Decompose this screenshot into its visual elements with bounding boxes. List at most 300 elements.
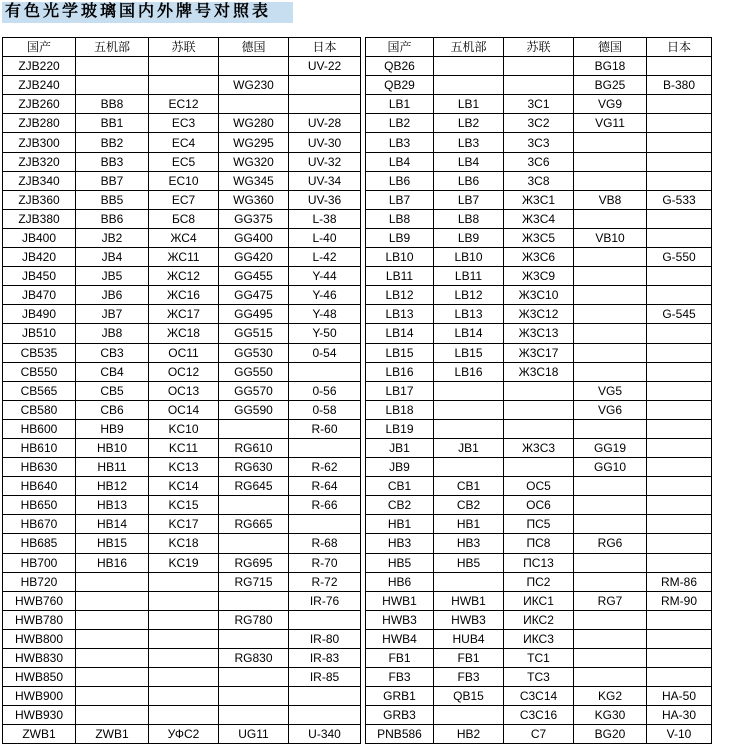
table-cell: OC5 <box>504 477 574 496</box>
table-cell: HB3 <box>434 534 504 553</box>
table-cell <box>289 362 361 381</box>
table-cell: UV-36 <box>289 190 361 209</box>
table-cell: RG780 <box>219 610 289 629</box>
table-cell: WG320 <box>219 152 289 171</box>
table-cell: HB14 <box>76 515 149 534</box>
table-cell <box>647 381 712 400</box>
table-cell: 3C8 <box>504 171 574 190</box>
table-cell: ZJB240 <box>3 76 76 95</box>
table-cell: WG345 <box>219 171 289 190</box>
table-cell: IR-85 <box>289 668 361 687</box>
table-cell: JB7 <box>76 305 149 324</box>
table-cell: 3C2 <box>504 114 574 133</box>
table-cell: OC6 <box>504 496 574 515</box>
table-cell: BG20 <box>574 725 647 744</box>
table-cell <box>76 649 149 668</box>
table-row <box>3 668 361 687</box>
table-cell: RG715 <box>219 572 289 591</box>
table-cell <box>647 629 712 648</box>
table-cell: EC5 <box>149 152 219 171</box>
table-cell <box>647 133 712 152</box>
table-row <box>3 591 361 610</box>
table-row <box>3 152 361 171</box>
table-cell: JB9 <box>366 458 434 477</box>
table-cell: ПС13 <box>504 553 574 572</box>
table-cell: HWB1 <box>366 591 434 610</box>
table-cell: HB670 <box>3 515 76 534</box>
table-cell: HWB930 <box>3 706 76 725</box>
table-cell <box>434 572 504 591</box>
table-cell: KC18 <box>149 534 219 553</box>
table-cell: CB2 <box>434 496 504 515</box>
column-header: 日本 <box>289 38 361 57</box>
table-cell: HA-50 <box>647 687 712 706</box>
table-cell: BB7 <box>76 171 149 190</box>
table-cell: VG11 <box>574 114 647 133</box>
table-cell <box>149 57 219 76</box>
table-cell <box>434 76 504 95</box>
table-cell <box>574 553 647 572</box>
table-cell <box>76 687 149 706</box>
table-row <box>366 324 712 343</box>
table-cell: GG375 <box>219 209 289 228</box>
table-cell <box>574 668 647 687</box>
table-row <box>3 267 361 286</box>
table-cell: ЖС12 <box>149 267 219 286</box>
table-cell: RG630 <box>219 458 289 477</box>
table-cell: Ж3C18 <box>504 362 574 381</box>
table-cell: KC15 <box>149 496 219 515</box>
table-cell: HB15 <box>76 534 149 553</box>
table-cell: БС8 <box>149 209 219 228</box>
table-cell: HB5 <box>366 553 434 572</box>
table-cell: RG830 <box>219 649 289 668</box>
table-cell: B-380 <box>647 76 712 95</box>
table-cell: RG645 <box>219 477 289 496</box>
table-cell: ZJB280 <box>3 114 76 133</box>
table-cell: LB6 <box>366 171 434 190</box>
table-cell: Ж3C10 <box>504 286 574 305</box>
table-cell <box>149 668 219 687</box>
table-cell: LB18 <box>366 400 434 419</box>
table-row <box>3 572 361 591</box>
table-cell: RG610 <box>219 438 289 457</box>
table-cell: Y-48 <box>289 305 361 324</box>
table-cell: HWB830 <box>3 649 76 668</box>
table-cell <box>647 668 712 687</box>
table-cell: KC10 <box>149 419 219 438</box>
table-row <box>366 629 712 648</box>
table-cell: LB7 <box>434 190 504 209</box>
table-row <box>366 248 712 267</box>
table-cell: R-66 <box>289 496 361 515</box>
table-cell: GG550 <box>219 362 289 381</box>
table-cell: GG10 <box>574 458 647 477</box>
table-cell: CB2 <box>366 496 434 515</box>
table-cell: CB550 <box>3 362 76 381</box>
comparison-table-left <box>2 37 361 744</box>
table-row <box>3 190 361 209</box>
table-cell <box>504 76 574 95</box>
table-cell: LB13 <box>434 305 504 324</box>
table-cell: HWB850 <box>3 668 76 687</box>
table-row <box>366 400 712 419</box>
table-cell: UV-30 <box>289 133 361 152</box>
table-cell: BB2 <box>76 133 149 152</box>
table-cell <box>647 515 712 534</box>
table-cell: LB2 <box>434 114 504 133</box>
table-cell: Ж3C13 <box>504 324 574 343</box>
table-row <box>3 496 361 515</box>
column-header: 苏联 <box>149 38 219 57</box>
table-cell: GG455 <box>219 267 289 286</box>
table-cell <box>574 152 647 171</box>
table-cell: 0-54 <box>289 343 361 362</box>
table-row <box>366 343 712 362</box>
table-cell: LB7 <box>366 190 434 209</box>
table-cell <box>219 496 289 515</box>
table-row <box>3 228 361 247</box>
table-cell: HB11 <box>76 458 149 477</box>
table-cell <box>76 572 149 591</box>
table-cell: GG570 <box>219 381 289 400</box>
table-cell: G-550 <box>647 248 712 267</box>
table-cell <box>219 687 289 706</box>
table-cell: LB19 <box>366 419 434 438</box>
comparison-tables-container <box>2 37 730 744</box>
table-row <box>3 725 361 744</box>
table-cell <box>647 209 712 228</box>
table-cell <box>574 477 647 496</box>
table-cell: GG19 <box>574 438 647 457</box>
table-cell: WG230 <box>219 76 289 95</box>
table-row <box>366 228 712 247</box>
table-cell <box>434 400 504 419</box>
table-cell: CB5 <box>76 381 149 400</box>
table-cell: LB8 <box>366 209 434 228</box>
table-cell: ZJB340 <box>3 171 76 190</box>
table-cell: HB685 <box>3 534 76 553</box>
table-cell: HB630 <box>3 458 76 477</box>
table-cell: JB5 <box>76 267 149 286</box>
table-cell: HB640 <box>3 477 76 496</box>
table-cell <box>504 419 574 438</box>
table-cell: HWB3 <box>366 610 434 629</box>
table-cell: Ж3C17 <box>504 343 574 362</box>
table-cell: LB9 <box>434 228 504 247</box>
table-row <box>366 534 712 553</box>
table-cell: HB700 <box>3 553 76 572</box>
table-cell: LB14 <box>366 324 434 343</box>
table-cell: RM-90 <box>647 591 712 610</box>
table-cell: HB1 <box>366 515 434 534</box>
table-cell: LB12 <box>366 286 434 305</box>
table-row <box>3 171 361 190</box>
table-cell <box>574 649 647 668</box>
table-cell: C3C14 <box>504 687 574 706</box>
table-cell: ZJB300 <box>3 133 76 152</box>
table-cell: GG420 <box>219 248 289 267</box>
table-cell <box>647 343 712 362</box>
table-cell: GRB3 <box>366 706 434 725</box>
table-cell: LB16 <box>434 362 504 381</box>
table-cell: CB535 <box>3 343 76 362</box>
table-cell: R-60 <box>289 419 361 438</box>
table-cell: VG5 <box>574 381 647 400</box>
table-cell <box>574 267 647 286</box>
table-cell: 3C1 <box>504 95 574 114</box>
table-cell <box>647 362 712 381</box>
table-row <box>366 553 712 572</box>
table-cell: LB8 <box>434 209 504 228</box>
table-row <box>366 171 712 190</box>
table-cell <box>647 228 712 247</box>
table-cell: BG18 <box>574 57 647 76</box>
table-cell: ПС8 <box>504 534 574 553</box>
table-cell: LB11 <box>434 267 504 286</box>
table-cell <box>647 438 712 457</box>
table-cell: HB5 <box>434 553 504 572</box>
table-cell: KG2 <box>574 687 647 706</box>
table-row <box>3 248 361 267</box>
table-cell: ИКС2 <box>504 610 574 629</box>
column-header: 苏联 <box>504 38 574 57</box>
table-cell: Ж3C5 <box>504 228 574 247</box>
table-cell: PNB586 <box>366 725 434 744</box>
table-row <box>3 610 361 629</box>
table-cell: UG11 <box>219 725 289 744</box>
table-cell <box>289 687 361 706</box>
header-row <box>366 38 712 57</box>
table-cell: HB2 <box>434 725 504 744</box>
table-cell: HB3 <box>366 534 434 553</box>
table-cell: UV-22 <box>289 57 361 76</box>
table-row <box>366 687 712 706</box>
table-cell: ПС2 <box>504 572 574 591</box>
table-cell: KC19 <box>149 553 219 572</box>
table-cell <box>289 706 361 725</box>
table-row <box>3 76 361 95</box>
table-cell: ЖС16 <box>149 286 219 305</box>
table-cell: VG9 <box>574 95 647 114</box>
table-cell: RG6 <box>574 534 647 553</box>
table-cell: R-62 <box>289 458 361 477</box>
table-cell: HB10 <box>76 438 149 457</box>
table-cell <box>219 534 289 553</box>
table-cell: LB15 <box>434 343 504 362</box>
table-cell: R-64 <box>289 477 361 496</box>
table-cell: JB1 <box>366 438 434 457</box>
table-cell: LB13 <box>366 305 434 324</box>
table-cell <box>504 381 574 400</box>
table-cell <box>574 610 647 629</box>
table-cell: ZJB220 <box>3 57 76 76</box>
table-cell <box>647 496 712 515</box>
table-cell: RG665 <box>219 515 289 534</box>
table-cell: BB1 <box>76 114 149 133</box>
table-row <box>366 419 712 438</box>
table-cell: C3C16 <box>504 706 574 725</box>
table-cell: Ж3C12 <box>504 305 574 324</box>
comparison-table-right <box>365 37 712 744</box>
table-cell: CB3 <box>76 343 149 362</box>
table-cell: GG530 <box>219 343 289 362</box>
table-row <box>366 668 712 687</box>
table-cell: HWB1 <box>434 591 504 610</box>
table-cell: BB5 <box>76 190 149 209</box>
table-cell: KC13 <box>149 458 219 477</box>
table-cell <box>219 629 289 648</box>
table-row <box>366 649 712 668</box>
table-cell: EC4 <box>149 133 219 152</box>
table-cell <box>574 248 647 267</box>
table-row <box>3 477 361 496</box>
table-row <box>366 610 712 629</box>
table-row <box>3 305 361 324</box>
table-cell: LB3 <box>434 133 504 152</box>
table-cell <box>647 400 712 419</box>
table-cell: LB6 <box>434 171 504 190</box>
table-cell: G-533 <box>647 190 712 209</box>
column-header: 德国 <box>574 38 647 57</box>
table-cell: Y-50 <box>289 324 361 343</box>
column-header: 德国 <box>219 38 289 57</box>
table-cell <box>647 458 712 477</box>
column-header: 国产 <box>3 38 76 57</box>
table-cell: CB1 <box>434 477 504 496</box>
table-cell <box>647 152 712 171</box>
table-cell: FB1 <box>434 649 504 668</box>
table-cell: KG30 <box>574 706 647 725</box>
table-row <box>366 477 712 496</box>
table-cell: ЖС11 <box>149 248 219 267</box>
table-cell <box>434 706 504 725</box>
table-cell: CB1 <box>366 477 434 496</box>
table-cell: RG695 <box>219 553 289 572</box>
table-cell: OC14 <box>149 400 219 419</box>
table-cell <box>289 95 361 114</box>
table-cell: JB1 <box>434 438 504 457</box>
table-row <box>3 687 361 706</box>
table-cell: ZJB320 <box>3 152 76 171</box>
table-row <box>3 706 361 725</box>
table-row <box>366 57 712 76</box>
table-cell: C7 <box>504 725 574 744</box>
table-cell: ZWB1 <box>76 725 149 744</box>
table-row <box>366 190 712 209</box>
table-cell: LB4 <box>434 152 504 171</box>
table-cell: WG360 <box>219 190 289 209</box>
table-cell <box>434 419 504 438</box>
table-cell: R-68 <box>289 534 361 553</box>
table-cell <box>574 362 647 381</box>
table-cell: HB16 <box>76 553 149 572</box>
table-cell <box>76 76 149 95</box>
table-cell <box>574 305 647 324</box>
table-cell <box>76 57 149 76</box>
table-cell <box>647 477 712 496</box>
header-row <box>3 38 361 57</box>
table-cell <box>219 57 289 76</box>
table-cell <box>289 610 361 629</box>
table-cell: L-42 <box>289 248 361 267</box>
table-cell: LB16 <box>366 362 434 381</box>
table-cell: HB650 <box>3 496 76 515</box>
table-cell: Ж3C4 <box>504 209 574 228</box>
table-cell <box>219 706 289 725</box>
table-cell: HUB4 <box>434 629 504 648</box>
table-cell <box>289 76 361 95</box>
table-cell: UV-28 <box>289 114 361 133</box>
table-cell <box>574 171 647 190</box>
table-cell: LB17 <box>366 381 434 400</box>
table-cell: HB610 <box>3 438 76 457</box>
table-row <box>3 458 361 477</box>
table-cell <box>574 209 647 228</box>
table-cell: OC11 <box>149 343 219 362</box>
table-cell: FB3 <box>366 668 434 687</box>
table-cell <box>647 610 712 629</box>
table-cell: L-38 <box>289 209 361 228</box>
table-row <box>366 209 712 228</box>
table-cell: QB29 <box>366 76 434 95</box>
table-cell: RM-86 <box>647 572 712 591</box>
table-cell <box>76 629 149 648</box>
table-cell <box>289 438 361 457</box>
table-cell: V-10 <box>647 725 712 744</box>
table-cell <box>574 324 647 343</box>
table-cell <box>434 57 504 76</box>
column-header: 国产 <box>366 38 434 57</box>
table-cell: Y-46 <box>289 286 361 305</box>
table-cell: IR-76 <box>289 591 361 610</box>
table-cell: VG6 <box>574 400 647 419</box>
table-row <box>366 725 712 744</box>
table-cell: IR-80 <box>289 629 361 648</box>
table-row <box>366 706 712 725</box>
table-cell: HWB760 <box>3 591 76 610</box>
column-header: 五机部 <box>76 38 149 57</box>
table-cell: JB400 <box>3 228 76 247</box>
table-cell: JB4 <box>76 248 149 267</box>
table-cell <box>504 57 574 76</box>
table-row <box>366 114 712 133</box>
table-cell: GRB1 <box>366 687 434 706</box>
table-cell: LB10 <box>366 248 434 267</box>
table-cell: HWB4 <box>366 629 434 648</box>
table-row <box>366 152 712 171</box>
table-cell: HWB900 <box>3 687 76 706</box>
table-cell <box>149 591 219 610</box>
table-row <box>3 286 361 305</box>
table-row <box>3 133 361 152</box>
table-row <box>366 286 712 305</box>
column-header: 日本 <box>647 38 712 57</box>
table-cell: JB2 <box>76 228 149 247</box>
table-row <box>366 572 712 591</box>
table-cell: JB8 <box>76 324 149 343</box>
table-row <box>3 419 361 438</box>
table-cell: IR-83 <box>289 649 361 668</box>
table-cell: JB420 <box>3 248 76 267</box>
table-cell <box>219 591 289 610</box>
table-cell: LB4 <box>366 152 434 171</box>
table-cell <box>149 572 219 591</box>
table-row <box>3 95 361 114</box>
table-cell: LB15 <box>366 343 434 362</box>
table-cell <box>574 343 647 362</box>
table-cell: LB9 <box>366 228 434 247</box>
